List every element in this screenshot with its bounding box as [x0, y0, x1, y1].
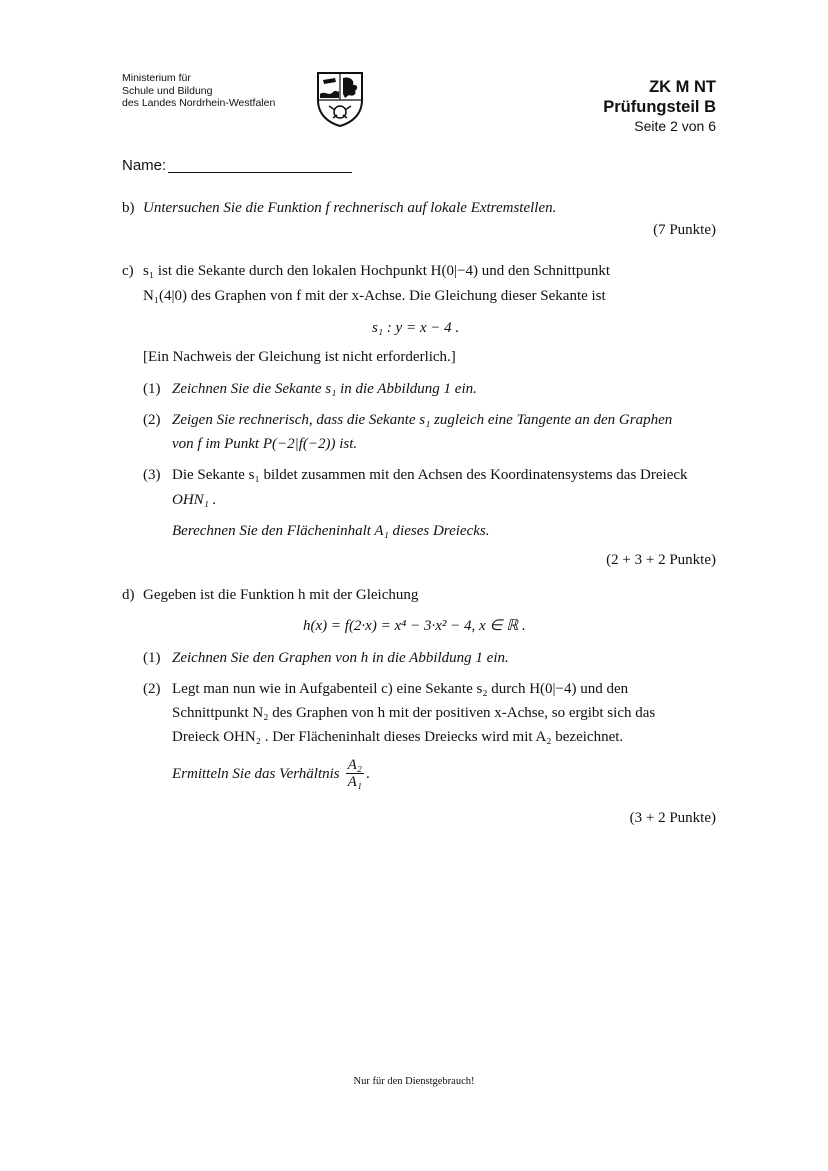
- ratio-fraction: $\frac{\text{A₂}}{\text{A₁}}$: [347, 757, 363, 790]
- task-d-points: (3 + 2 Punkte): [629, 810, 716, 826]
- task-c-sub3-task: Berechnen Sie den Flächeninhalt A₁ dieses Dreiecks.: [172, 523, 490, 539]
- task-d-intro: Gegeben ist die Funktion h mit der Gleichung: [143, 587, 419, 603]
- task-d-label: d): [122, 587, 135, 603]
- task-b-label: b): [122, 200, 135, 216]
- task-d-sub1-text: Zeichnen Sie den Graphen von h in die Abbildung 1 ein.: [172, 650, 509, 666]
- task-c-sub2-number: (2): [143, 412, 161, 428]
- task-d-sub2-line-1: Legt man nun wie in Aufgabenteil c) eine Sekante s₂ durch H(0|−4) und den: [172, 681, 629, 697]
- task-c-sub1-number: (1): [143, 381, 161, 397]
- task-c-sub2-line-2: von f im Punkt P(−2|f(−2)) ist.: [172, 436, 358, 452]
- exam-part: Prüfungsteil B: [603, 98, 716, 116]
- task-d-sub2-line-3: Dreieck OHN₂ . Der Flächeninhalt dieses Dreiecks wird mit A₂ bezeichnet.: [172, 729, 624, 745]
- name-line: [168, 155, 352, 173]
- name-field: Name:: [122, 157, 352, 175]
- task-d-sub2-line-2: Schnittpunkt N₂ des Graphen von h mit der positiven x-Achse, so ergibt sich das: [172, 705, 656, 721]
- task-c-line-2: N₁(4|0) des Graphen von f mit der x-Achse. Die Gleichung dieser Sekante ist: [143, 288, 606, 304]
- task-c-sub3-line-1: Die Sekante s₁ bildet zusammen mit den Achsen des Koordinatensystems das Dreieck: [172, 467, 688, 483]
- task-c-sub2-line-1: Zeigen Sie rechnerisch, dass die Sekante s₁ zugleich eine Tangente an den Graphen: [172, 412, 673, 428]
- header-right: [603, 77, 716, 135]
- ministry-name: Ministerium für Schule und Bildung des Landes Nordrhein-Westfalen: [122, 72, 276, 109]
- task-c-sub1-text: Zeichnen Sie die Sekante s₁ in die Abbildung 1 ein.: [172, 381, 477, 397]
- task-b-text: Untersuchen Sie die Funktion f rechnerisch auf lokale Extremstellen.: [143, 200, 557, 216]
- task-d-equation: h(x) = f(2·x) = x⁴ − 3·x² − 4, x ∈ ℝ .: [303, 618, 526, 634]
- task-c-sub3-line-2: OHN₁ .: [172, 492, 217, 508]
- exam-code: ZK M NT: [649, 78, 716, 96]
- task-c-line-1: s₁ ist die Sekante durch den lokalen Hochpunkt H(0|−4) und den Schnittpunkt: [143, 263, 611, 279]
- page-number: Seite 2 von 6: [634, 118, 716, 134]
- task-c-points: (2 + 3 + 2 Punkte): [606, 552, 716, 568]
- task-c-equation: s₁ : y = x − 4 .: [372, 320, 460, 336]
- nrw-coat-of-arms-icon: [315, 70, 365, 128]
- task-c-label: c): [122, 263, 134, 279]
- footer-note: Nur für den Dienstgebrauch!: [353, 1076, 475, 1087]
- task-c-sub3-number: (3): [143, 467, 161, 483]
- task-b-points: (7 Punkte): [653, 222, 716, 238]
- task-d-sub2-task: Ermitteln Sie das Verhältnis $\frac{\text{A₂}}{\text{A₁}}$ .: [172, 757, 370, 790]
- task-d-sub2-number: (2): [143, 681, 161, 697]
- task-c-note: [Ein Nachweis der Gleichung ist nicht erforderlich.]: [143, 349, 456, 365]
- task-d-sub1-number: (1): [143, 650, 161, 666]
